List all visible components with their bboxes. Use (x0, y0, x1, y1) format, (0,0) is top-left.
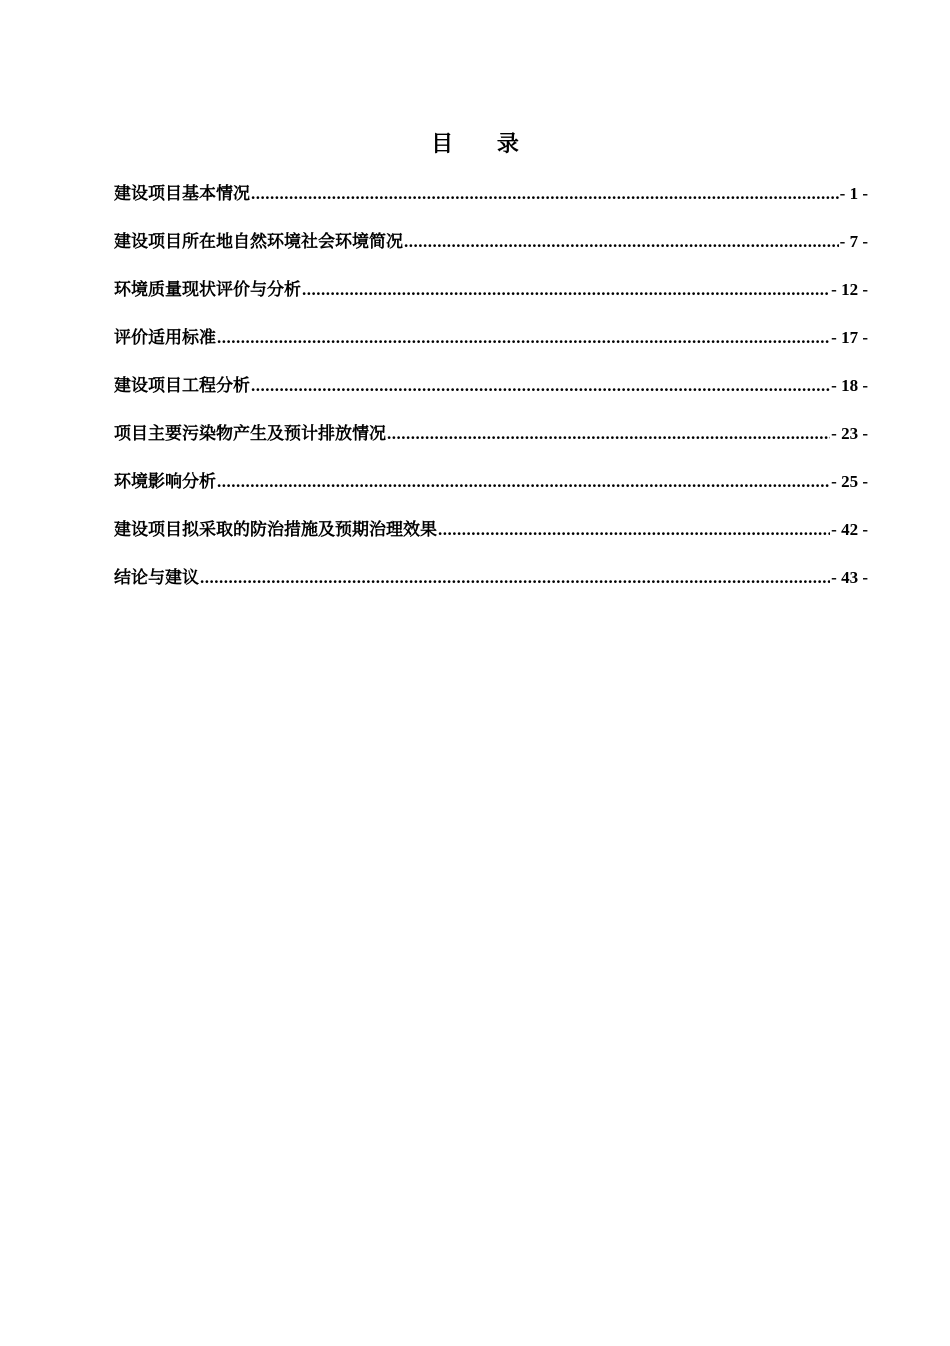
toc-entry[interactable] (114, 372, 868, 420)
toc-leader-dots (217, 468, 830, 496)
toc-entry-page: - 43 - (831, 568, 868, 587)
toc-entry-label: 建设项目工程分析 (114, 376, 250, 396)
toc-entry[interactable] (114, 276, 868, 324)
toc-entry-label: 环境质量现状评价与分析 (114, 280, 301, 300)
toc-entry-label: 建设项目所在地自然环境社会环境简况 (114, 232, 403, 252)
toc-entry-page: - 42 - (831, 520, 868, 539)
toc-leader-dots (251, 372, 830, 400)
toc-entry-label: 建设项目拟采取的防治措施及预期治理效果 (114, 520, 437, 540)
toc-entry-label: 评价适用标准 (114, 328, 216, 348)
toc-entry[interactable] (114, 468, 868, 516)
toc-entry-page: - 12 - (831, 280, 868, 299)
toc-entry-page: - 23 - (831, 424, 868, 443)
toc-entry-label: 建设项目基本情况 (114, 184, 250, 204)
toc-entry-page: - 18 - (831, 376, 868, 395)
toc-entry-label: 环境影响分析 (114, 472, 216, 492)
toc-leader-dots (217, 324, 830, 352)
toc-leader-dots (387, 420, 830, 448)
toc-entry-page: - 25 - (831, 472, 868, 491)
toc-entry-page: - 1 - (839, 184, 868, 203)
toc-leader-dots (200, 564, 830, 592)
toc-entry[interactable] (114, 180, 868, 228)
toc-entry-page: - 7 - (839, 232, 868, 251)
toc-entry[interactable] (114, 420, 868, 468)
toc-entry-page: - 17 - (831, 328, 868, 347)
toc-leader-dots (251, 180, 839, 208)
toc-entry[interactable] (114, 228, 868, 276)
toc-entry[interactable] (114, 564, 868, 612)
toc-list (114, 180, 868, 612)
toc-entry-label: 结论与建议 (114, 568, 199, 588)
toc-entry[interactable] (114, 324, 868, 372)
toc-entry[interactable] (114, 516, 868, 564)
toc-leader-dots (438, 516, 830, 544)
toc-leader-dots (302, 276, 830, 304)
toc-entry-label: 项目主要污染物产生及预计排放情况 (114, 424, 386, 444)
toc-title: 目 录 (431, 131, 537, 157)
toc-leader-dots (404, 228, 839, 256)
